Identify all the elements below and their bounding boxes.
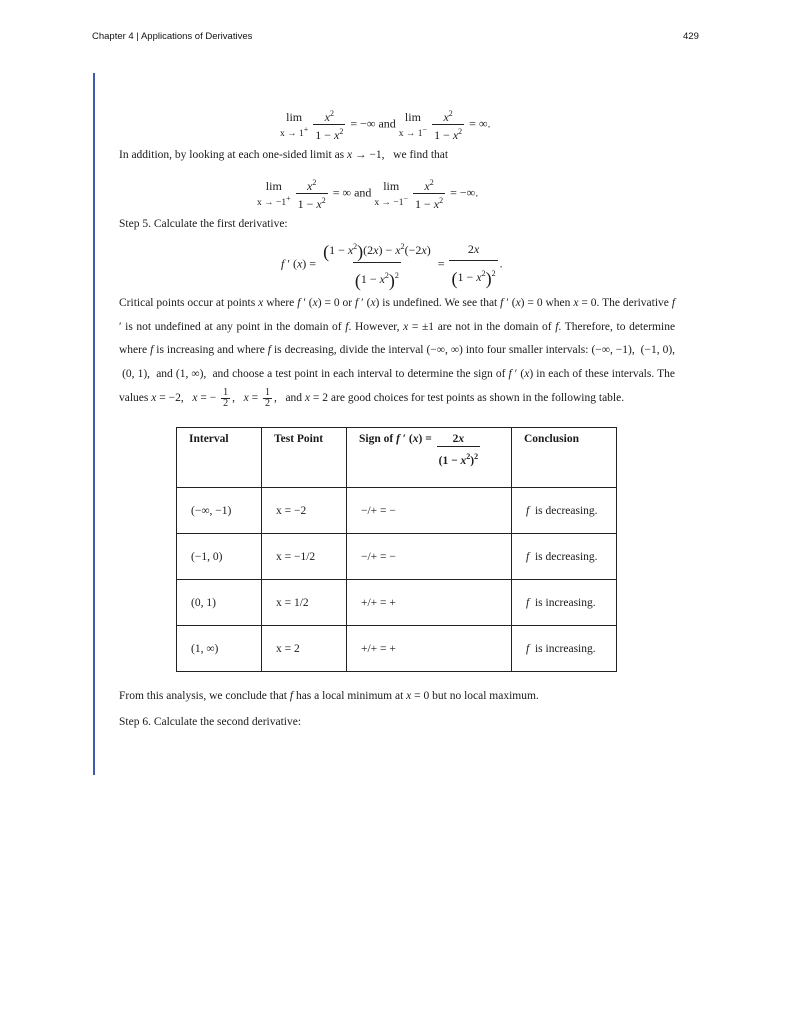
cell-conclusion: f is decreasing. — [512, 488, 617, 534]
cell-conclusion: f is decreasing. — [512, 534, 617, 580]
one-sided-paragraph: In addition, by looking at each one-sided limit as x → −1, we find that — [119, 149, 449, 161]
header-test-point: Test Point — [262, 428, 347, 488]
cell-test-point: x = 1/2 — [262, 580, 347, 626]
step6-text: Step 6. Calculate the second derivative: — [119, 716, 302, 728]
cell-sign: −/+ = − — [347, 534, 512, 580]
cell-conclusion: f is increasing. — [512, 626, 617, 672]
header-sign: Sign of f ′ (x) = $\frac{2x}{(1 - x^2)^2}$ — [347, 428, 512, 488]
step5-text: Step 5. Calculate the first derivative: — [119, 218, 288, 230]
critical-points-paragraph: Critical points occur at points x where f ′ (x) = 0 or f ′ (x) is undefined. We see that f ′ (x) = 0 when x = 0. The derivative f ′ is not undefined at any point in the domain of f. However, x = ±1 are not in the domain of f. Therefore, to determine where f is increasing and where f is decreasing, divide the interval (−∞, ∞) into four smaller intervals: (−∞, −1), (−1, 0), (0, 1), and (1, ∞), and choose a test point in each interval to determine the sign of f ′ (x) in each of these intervals. The values x = −2, x = − $\frac{1}{2}$ , x = $\frac{1}{2}$ , and x = 2 are good choices for test points as shown in the following table. — [119, 297, 676, 409]
cell-conclusion: f is increasing. — [512, 580, 617, 626]
conclusion-paragraph: From this analysis, we conclude that f has a local minimum at x = 0 but no local maximum. — [119, 690, 539, 702]
header-conclusion: Conclusion — [512, 428, 617, 488]
cell-interval: (1, ∞) — [177, 626, 262, 672]
limits-at-minus-one: lim x → −1+ $\frac{x^2}{1 - x^2}$ = ∞ and lim x → −1− $\frac{x^2}{1 - x^2}$ = −∞. — [257, 178, 479, 211]
cell-interval: (−∞, −1) — [177, 488, 262, 534]
cell-sign: +/+ = + — [347, 626, 512, 672]
page-number: 429 — [683, 31, 699, 42]
chapter-header: Chapter 4 | Applications of Derivatives — [92, 31, 253, 42]
cell-interval: (0, 1) — [177, 580, 262, 626]
sidebar-rule — [93, 73, 95, 775]
cell-sign: −/+ = − — [347, 488, 512, 534]
table-row — [177, 488, 617, 534]
cell-test-point: x = 2 — [262, 626, 347, 672]
first-derivative-equation: f ′ (x) = $\frac{(1 - x^2)(2x) - x^2(-2x)}{(1 - x^2)^2}$ = $\frac{2x}{(1 - x^2)^2}$ . — [281, 236, 503, 294]
table-row — [177, 580, 617, 626]
header-interval: Interval — [177, 428, 262, 488]
cell-interval: (−1, 0) — [177, 534, 262, 580]
limits-at-one: lim x → 1+ $\frac{x^2}{1 - x^2}$ = −∞ and lim x → 1− $\frac{x^2}{1 - x^2}$ = ∞. — [280, 109, 491, 142]
cell-test-point: x = −2 — [262, 488, 347, 534]
table-row — [177, 626, 617, 672]
table-row — [177, 534, 617, 580]
cell-sign: +/+ = + — [347, 580, 512, 626]
cell-test-point: x = −1/2 — [262, 534, 347, 580]
sign-table — [176, 427, 617, 672]
table-header-row — [177, 428, 617, 488]
